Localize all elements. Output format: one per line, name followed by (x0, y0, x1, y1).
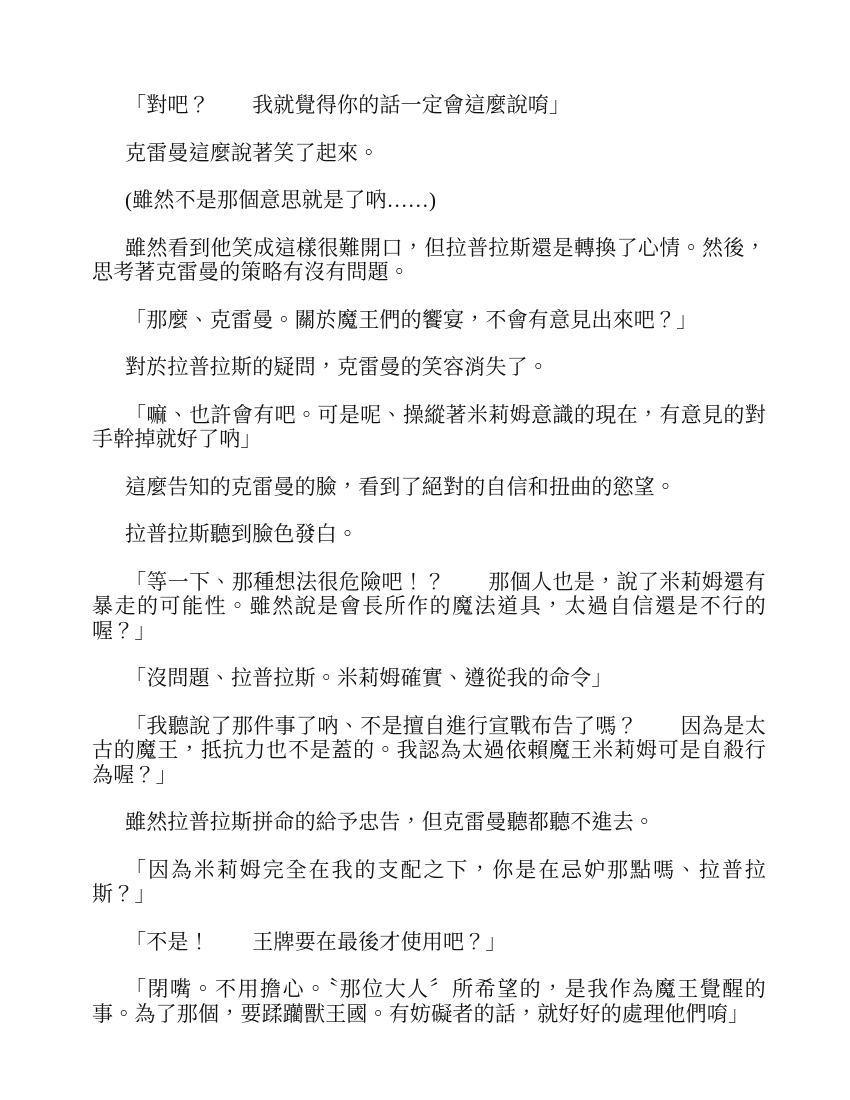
paragraph: (雖然不是那個意思就是了吶……) (125, 188, 437, 212)
paragraph: 「等一下、那種想法很危險吧！？ 那個人也是，說了米莉姆還有暴走的可能性。雖然說是會長所作的魔法道具，太過自信還是不行的喔？」 (92, 569, 766, 643)
paragraph: 「閉嘴。不用擔心。〝那位大人〞所希望的，是我作為魔王覺醒的事。為了那個，要蹂躪獸王國。有妨礙者的話，就好好的處理他們唷」 (92, 977, 766, 1026)
paragraph: 對於拉普拉斯的疑問，克雷曼的笑容消失了。 (125, 355, 549, 379)
paragraph: 「因為米莉姆完全在我的支配之下，你是在忌妒那點嗎、拉普拉斯？」 (92, 857, 766, 906)
paragraph: 「那麼、克雷曼。關於魔王們的饗宴，不會有意見出來吧？」 (125, 307, 698, 332)
paragraph: 「不是！ 王牌要在最後才使用吧？」 (125, 929, 507, 954)
paragraph: 這麼告知的克雷曼的臉，看到了絕對的自信和扭曲的慾望。 (125, 474, 677, 499)
paragraph: 「嘛、也許會有吧。可是呢、操縱著米莉姆意識的現在，有意見的對手幹掉就好了吶」 (92, 402, 766, 451)
novel-text-block (92, 93, 766, 1026)
paragraph: 「我聽說了那件事了吶、不是擅自進行宣戰布告了嗎？ 因為是太古的魔王，抵抗力也不是蓋的。我認為太過依賴魔王米莉姆可是自殺行為喔？」 (92, 713, 766, 787)
paragraph: 「對吧？ 我就覺得你的話一定會這麼說唷」 (125, 93, 571, 117)
paragraph: 雖然看到他笑成這樣很難開口，但拉普拉斯還是轉換了心情。然後，思考著克雷曼的策略有沒有問題。 (92, 235, 766, 284)
paragraph: 雖然拉普拉斯拼命的給予忠告，但克雷曼聽都聽不進去。 (125, 810, 655, 834)
paragraph: 克雷曼這麼說著笑了起來。 (125, 140, 380, 165)
paragraph: 「沒問題、拉普拉斯。米莉姆確實、遵從我的命令」 (125, 666, 613, 690)
paragraph: 拉普拉斯聽到臉色發白。 (125, 522, 359, 546)
